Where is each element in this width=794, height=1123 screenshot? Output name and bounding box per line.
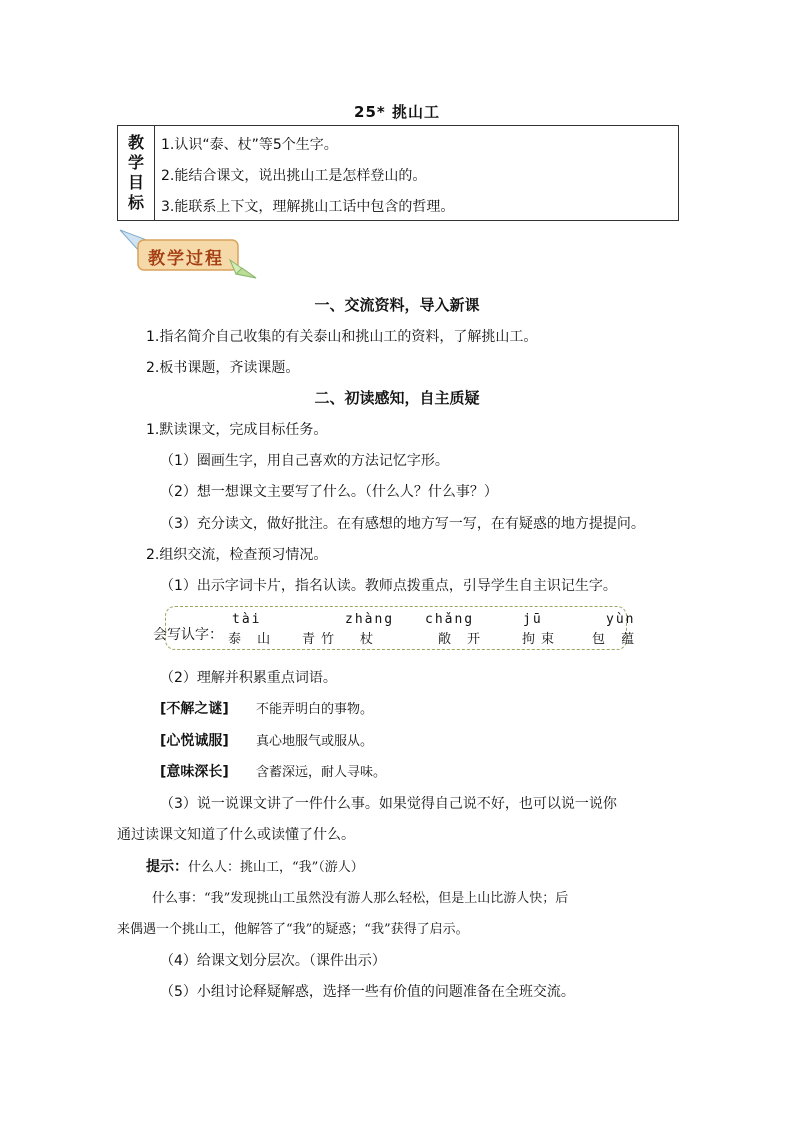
word: 包 蕴 — [592, 632, 641, 647]
goals-label-char: 教 — [127, 133, 144, 152]
teaching-process-banner: 教学过程 — [148, 249, 224, 269]
word: 青竹 — [302, 632, 341, 647]
vocab-row — [160, 761, 386, 781]
question-line: （3）说一说课文讲了一件什么事。如果觉得自己说不好，也可以说一说你 — [160, 796, 617, 812]
section-item: （4）给课文划分层次。（课件出示） — [160, 953, 386, 969]
section-item: （1）出示字词卡片，指名认读。教师点拨重点，引导学生自主识记生字。 — [160, 578, 617, 594]
section-heading: 二、初读感知，自主质疑 — [314, 389, 480, 407]
section-item: （2）想一想课文主要写了什么。（什么人？什么事？） — [160, 484, 498, 500]
pinyin: tài — [232, 612, 262, 627]
section-item: （3）充分读文，做好批注。在有感想的地方写一写，在有疑惑的地方提提问。 — [160, 516, 645, 532]
goals-label-char: 标 — [127, 193, 144, 212]
hint-text: 什么人：挑山工，“我”（游人） — [188, 860, 364, 875]
pinyin: zhàng — [345, 612, 395, 627]
goals-list — [155, 126, 678, 220]
section-item: 1.默读课文，完成目标任务。 — [146, 422, 328, 438]
word: 敞 开 — [438, 632, 487, 647]
goal-item: 2.能结合课文，说出挑山工是怎样登山的。 — [161, 168, 427, 184]
section-item: 2.板书课题，齐读课题。 — [146, 360, 300, 376]
teaching-goals-table — [117, 125, 679, 221]
hint-line: 来偶遇一个挑山工，他解答了“我”的疑惑；“我”获得了启示。 — [117, 922, 469, 937]
pinyin: yùn — [606, 612, 636, 627]
vocab-term: [意味深长] — [160, 764, 229, 780]
page-title: 25* 挑山工 — [354, 103, 440, 121]
vocab-row — [160, 730, 373, 750]
vocab-def: 含蓄深远，耐人寻味。 — [256, 765, 387, 780]
pinyin: chǎng — [425, 612, 475, 627]
word-card-label: 会写认字： — [153, 627, 223, 643]
vocab-intro: （2）理解并积累重点词语。 — [160, 670, 337, 686]
question-line: 通过读课文知道了什么或读懂了什么。 — [117, 827, 355, 843]
vocab-term: [不解之谜] — [160, 701, 229, 717]
goals-label-char: 目 — [127, 173, 144, 192]
pinyin: jū — [523, 612, 543, 627]
section-item: 2.组织交流，检查预习情况。 — [146, 547, 328, 563]
section-item: （1）圈画生字，用自己喜欢的方法记忆字形。 — [160, 453, 449, 469]
section-item: （5）小组讨论释疑解惑，选择一些有价值的问题准备在全班交流。 — [160, 984, 575, 1000]
hint-line: 什么事：“我”发现挑山工虽然没有游人那么轻松，但是上山比游人快；后 — [152, 891, 569, 906]
word: 泰 山 — [228, 632, 277, 647]
vocab-def: 不能弄明白的事物。 — [256, 702, 374, 717]
word: 拘束 — [522, 632, 561, 647]
hint-label: 提示： — [146, 859, 188, 875]
goal-item: 3.能联系上下文，理解挑山工话中包含的哲理。 — [161, 199, 455, 215]
goal-item: 1.认识“泰、杖”等5个生字。 — [161, 137, 338, 153]
goals-label-char: 学 — [127, 153, 144, 172]
vocab-def: 真心地服气或服从。 — [256, 734, 374, 749]
vocab-term: [心悦诚服] — [160, 733, 229, 749]
section-item: 1.指名简介自己收集的有关泰山和挑山工的资料，了解挑山工。 — [146, 329, 538, 345]
section-heading: 一、交流资料，导入新课 — [314, 296, 480, 314]
word: 杖 — [360, 632, 380, 647]
hint-line — [146, 856, 364, 876]
goals-label — [118, 126, 155, 220]
vocab-row — [160, 698, 373, 718]
